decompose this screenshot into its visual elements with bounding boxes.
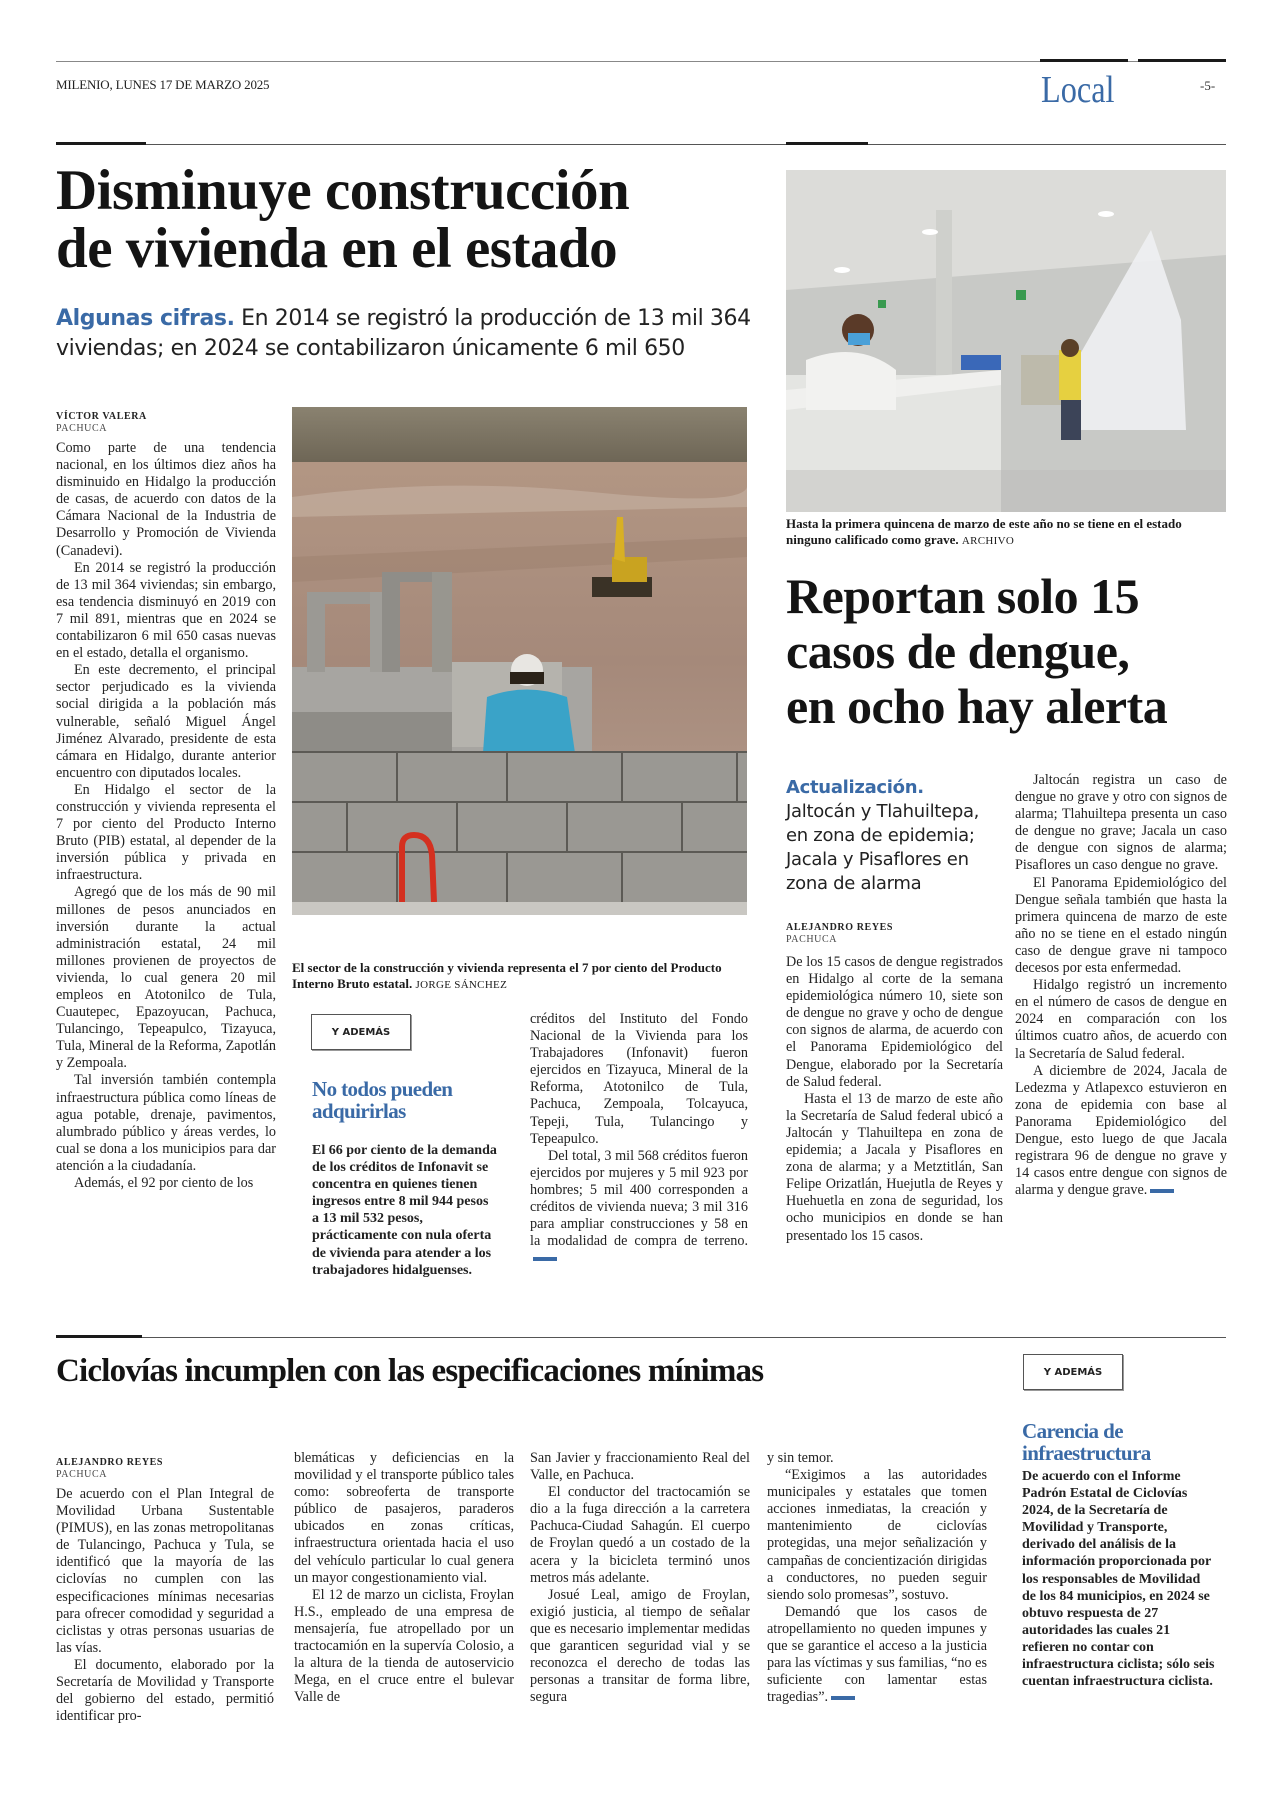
paragraph: El 12 de marzo un ciclista, Froylan H.S., empleado de una empresa de mensajería, fue atropellado por un tractocamión en la supervía Colosio, a la altura de la tienda de autoservicio Mega, en el cruce entre el bulevar Valle de: [294, 1586, 514, 1706]
headline-dengue: [786, 569, 1231, 734]
paragraph: De acuerdo con el Plan Integral de Movilidad Urbana Sustentable (PIMUS), en las zonas metropolitanas de Tulancingo, Pachuca y Tula, se identificó que la mayoría de las ciclovías no cumplen con las especificaciones mínimas necesarias para ofrecer comodidad y seguridad a ciclistas y otras personas usuarias de las vías.: [56, 1486, 274, 1656]
hospital-photo: [786, 170, 1226, 512]
story-marker: [56, 1335, 142, 1338]
caption-text: Hasta la primera quincena de marzo de este año no se tiene en el estado ninguno calificado como grave.: [786, 516, 1182, 547]
deck-text: En 2014 se registró la producción de 13 mil 364 viviendas; en 2024 se contabilizaron únicamente 6 mil 650: [56, 306, 751, 361]
paragraph: créditos del Instituto del Fondo Nacional de la Vivienda para los Trabajadores (Infonavit) fueron ejercidos en Tizayuca, Mineral de la Reforma, Atotonilco de Tula, Pachuca, Zempoala, Tolcayuca, Tepeji, Tula, Tulancingo y Tepeapulco.: [530, 1011, 748, 1147]
headline-line: Disminuye construcción: [56, 159, 630, 222]
section-rule: [56, 1337, 1226, 1338]
paragraph: El documento, elaborado por la Secretaría de Movilidad y Transporte del gobierno del estado, permitió identificar pro-: [56, 1656, 274, 1725]
column-dengue-2: [1015, 772, 1227, 1199]
sidebar-title-vivienda: No todos pueden adquirirlas: [312, 1077, 453, 1123]
column-ciclovias-2: [294, 1450, 514, 1706]
headline-ciclovias: Ciclovías incumplen con las especificaciones mínimas: [56, 1353, 764, 1389]
paragraph: En 2014 se registró la producción de 13 mil 364 viviendas; sin embargo, esa tendencia disminuyó en 2019 con 7 mil 891, mientras que en 2024 se contabilizaron 6 mil 650 casas nuevas en el estado, detalla el organismo.: [56, 559, 276, 662]
column-vivienda-1: [56, 440, 276, 1192]
paragraph: En Hidalgo el sector de la construcción y vivienda representa el 7 por ciento del Producto Interno Bruto (PIB) estatal, al depender de la inversión pública y privada en infraestructura.: [56, 781, 276, 884]
caption-text: El sector de la construcción y vivienda representa el 7 por ciento del Producto Interno Bruto estatal.: [292, 960, 722, 991]
paragraph: Como parte de una tendencia nacional, en los últimos diez años ha disminuido en Hidalgo la producción de casas, de acuerdo con datos de la Cámara Nacional de la Industria de Desarrollo y Promoción de Vivienda (Canadevi).: [56, 440, 276, 559]
byline-name: ALEJANDRO REYES: [786, 922, 894, 933]
sidebar-body-ciclovias: De acuerdo con el Informe Padrón Estatal de Ciclovías 2024, de la Secretaría de Movilidad y Transporte, derivado del análisis de la información proporcionada por los responsables de Movilidad de los 84 municipios, en 2024 se obtuvo respuesta de 27 autoridades las cuales 21 refieren no contar con infraestructura ciclista; sólo seis cuentan infraestructura ciclista.: [1022, 1469, 1215, 1690]
story-marker: [56, 142, 146, 145]
paragraph: El Panorama Epidemiológico del Dengue señala también que hasta la primera quincena de marzo de este año no se tiene en el estado ningún caso de dengue grave ni tampoco decesos por esta enfermedad.: [1015, 874, 1227, 977]
headline-line: Reportan solo 15: [786, 568, 1140, 624]
end-mark: [533, 1257, 557, 1261]
construction-photo-image: [292, 407, 747, 915]
construction-photo-caption: [292, 960, 752, 993]
y-ademas-label: Y ADEMÁS: [311, 1014, 411, 1050]
paragraph: Demandó que los casos de atropellamiento no queden impunes y que se garantice el acceso a la justicia para las víctimas y sus familias, “no es suficiente con lamentar estas tragedias”.: [767, 1603, 987, 1706]
construction-photo: [292, 407, 747, 915]
story-marker: [786, 142, 868, 145]
column-ciclovias-4: [767, 1450, 987, 1706]
update-text: Jaltocán y Tlahuiltepa, en zona de epidemia; Jacala y Pisaflores en zona de alarma: [786, 801, 980, 894]
paragraph: Hidalgo registró un incremento en el número de casos de dengue en 2024 en comparación con los últimos cuatro años, de acuerdo con la Secretaría de Salud federal.: [1015, 977, 1227, 1062]
byline-place: PACHUCA: [56, 1469, 108, 1480]
section-rule: [56, 144, 1226, 145]
section-name: Local: [1041, 69, 1115, 111]
header-accent-rule: [1040, 59, 1128, 62]
paragraph: A diciembre de 2024, Jacala de Ledezma y Atlapexco estuvieron en zona de epidemia con base al Panorama Epidemiológico del Dengue, esto luego de que Jacala registrara 96 de dengue no grave y 14 casos entre dengue con signos de alarma y dengue grave.: [1015, 1062, 1227, 1199]
hospital-photo-image: [786, 170, 1226, 512]
end-mark: [1150, 1189, 1174, 1193]
paragraph: y sin temor.: [767, 1450, 834, 1466]
headline-vivienda: [56, 159, 766, 281]
update-lead: Actualización.: [786, 777, 924, 798]
paragraph: Jaltocán registra un caso de dengue no grave y otro con signos de alarma; Tlahuiltepa presenta un caso de dengue no grave; Jacala un caso de dengue con signos de alarma; Pisaflores un caso dengue no grave.: [1015, 772, 1227, 874]
paragraph: Tal inversión también contempla infraestructura pública como líneas de agua potable, drenaje, pavimentos, alumbrado público y áreas verdes, lo cual se dona a los municipios para dar atención a la ciudadanía.: [56, 1072, 276, 1174]
byline-dengue: [786, 922, 893, 946]
header-accent-rule: [1138, 59, 1226, 62]
headline-line: casos de dengue,: [786, 623, 1130, 679]
column-dengue-1: [786, 954, 1003, 1245]
deck-lead: Algunas cifras.: [56, 306, 235, 331]
paragraph: Hasta el 13 de marzo de este año la Secretaría de Salud federal ubicó a Jaltocán y Tlahuiltepa en zona de epidemia; a Jacala y Pisaflores en zona de alarma; y a Metztitlán, San Felipe Orizatlán, Huejutla de Reyes y Huehuetla en zona de seguridad, los ocho municipios en donde se han presentado los 15 casos.: [786, 1090, 1003, 1244]
paragraph: De los 15 casos de dengue registrados en Hidalgo al corte de la semana epidemiológica número 10, siete son de dengue no grave y ocho de dengue con signos de alarma, de acuerdo con el Panorama Epidemiológico del Dengue, elaborado por la Secretaría de Salud federal.: [786, 954, 1003, 1090]
byline-place: PACHUCA: [786, 934, 838, 945]
paragraph: San Javier y fraccionamiento Real del Valle, en Pachuca.: [530, 1450, 750, 1484]
page-number: -5-: [1200, 78, 1216, 93]
headline-line: en ocho hay alerta: [786, 678, 1168, 734]
byline-name: VÍCTOR VALERA: [56, 411, 147, 422]
column-vivienda-3: [530, 1011, 748, 1267]
column-ciclovias-3: [530, 1450, 750, 1706]
sidebar-title-ciclovias: Carencia de infraestructura: [1022, 1419, 1151, 1465]
byline-ciclovias: [56, 1457, 163, 1481]
y-ademas-label: Y ADEMÁS: [1023, 1354, 1123, 1390]
paragraph: Del total, 3 mil 568 créditos fueron ejercidos por mujeres y 5 mil 923 por hombres; 5 mil 400 corresponden a créditos de vivienda nueva; 3 mil 316 para ampliar construcciones y 58 en la modalidad de compra de terreno.: [530, 1148, 748, 1268]
byline-vivienda: [56, 411, 147, 435]
paragraph: En este decremento, el principal sector perjudicado es la vivienda social dirigida a la población más vulnerable, señaló Miguel Ángel Jiménez Alvarado, presidente de esta cámara en Hidalgo, durante anterior encuentro con diputados locales.: [56, 662, 276, 781]
dateline: MILENIO, LUNES 17 DE MARZO 2025: [56, 77, 270, 92]
photo-credit: ARCHIVO: [961, 535, 1015, 547]
hospital-photo-caption: [786, 516, 1226, 549]
column-ciclovias-1: [56, 1486, 274, 1725]
paragraph: Josué Leal, amigo de Froylan, exigió justicia, al tiempo de señalar que es necesario implementar medidas que garanticen seguridad vial y se reconozca el derecho de todas las personas a transitar de forma libre, segura: [530, 1586, 750, 1706]
sidebar-body-vivienda: El 66 por ciento de la demanda de los créditos de Infonavit se concentra en quienes tienen ingresos entre 8 mil 944 pesos a 13 mil 532 pesos, prácticamente con nula oferta de vivienda para atender a los trabajadores hidalguenses.: [312, 1143, 497, 1278]
paragraph: Agregó que de los más de 90 mil millones de pesos anunciados en inversión durante la actual administración estatal, 24 mil millones provienen de proyectos de vivienda, lo cual genera 20 mil empleos en Atotonilco de Tula, Cuautepec, Epazoyucan, Pachuca, Tulancingo, Tepeapulco, Tizayuca, Tula, Mineral de la Reforma, Zapotlán y Zempoala.: [56, 884, 276, 1072]
end-mark: [831, 1696, 855, 1700]
byline-name: ALEJANDRO REYES: [56, 1457, 164, 1468]
paragraph: Además, el 92 por ciento de los: [74, 1175, 254, 1192]
deck-vivienda: [56, 304, 766, 364]
update-dengue: [786, 776, 1001, 896]
paragraph: El conductor del tractocamión se dio a la fuga dirección a la carretera Pachuca-Ciudad Sahagún. El cuerpo de Froylan quedó a un costado de la acera y la bicicleta terminó unos metros más adelante.: [530, 1484, 750, 1586]
headline-line: de vivienda en el estado: [56, 217, 618, 281]
paragraph: blemáticas y deficiencias en la movilidad y el transporte público tales como: sobreoferta de transporte público de pasajeros, paraderos ubicados en zonas críticas, infraestructura orientada hacia el uso del vehículo particular lo cual genera un mayor congestionamiento vial.: [294, 1450, 514, 1586]
photo-credit: JORGE SÁNCHEZ: [415, 979, 508, 991]
byline-place: PACHUCA: [56, 423, 108, 434]
paragraph: “Exigimos a las autoridades municipales y estatales que tomen acciones inmediatas, la creación y mantenimiento de ciclovías protegidas, una mejor señalización y campañas de concientización dirigidas a conductores, no pueden seguir siendo solo promesas”, sostuvo.: [767, 1467, 987, 1603]
